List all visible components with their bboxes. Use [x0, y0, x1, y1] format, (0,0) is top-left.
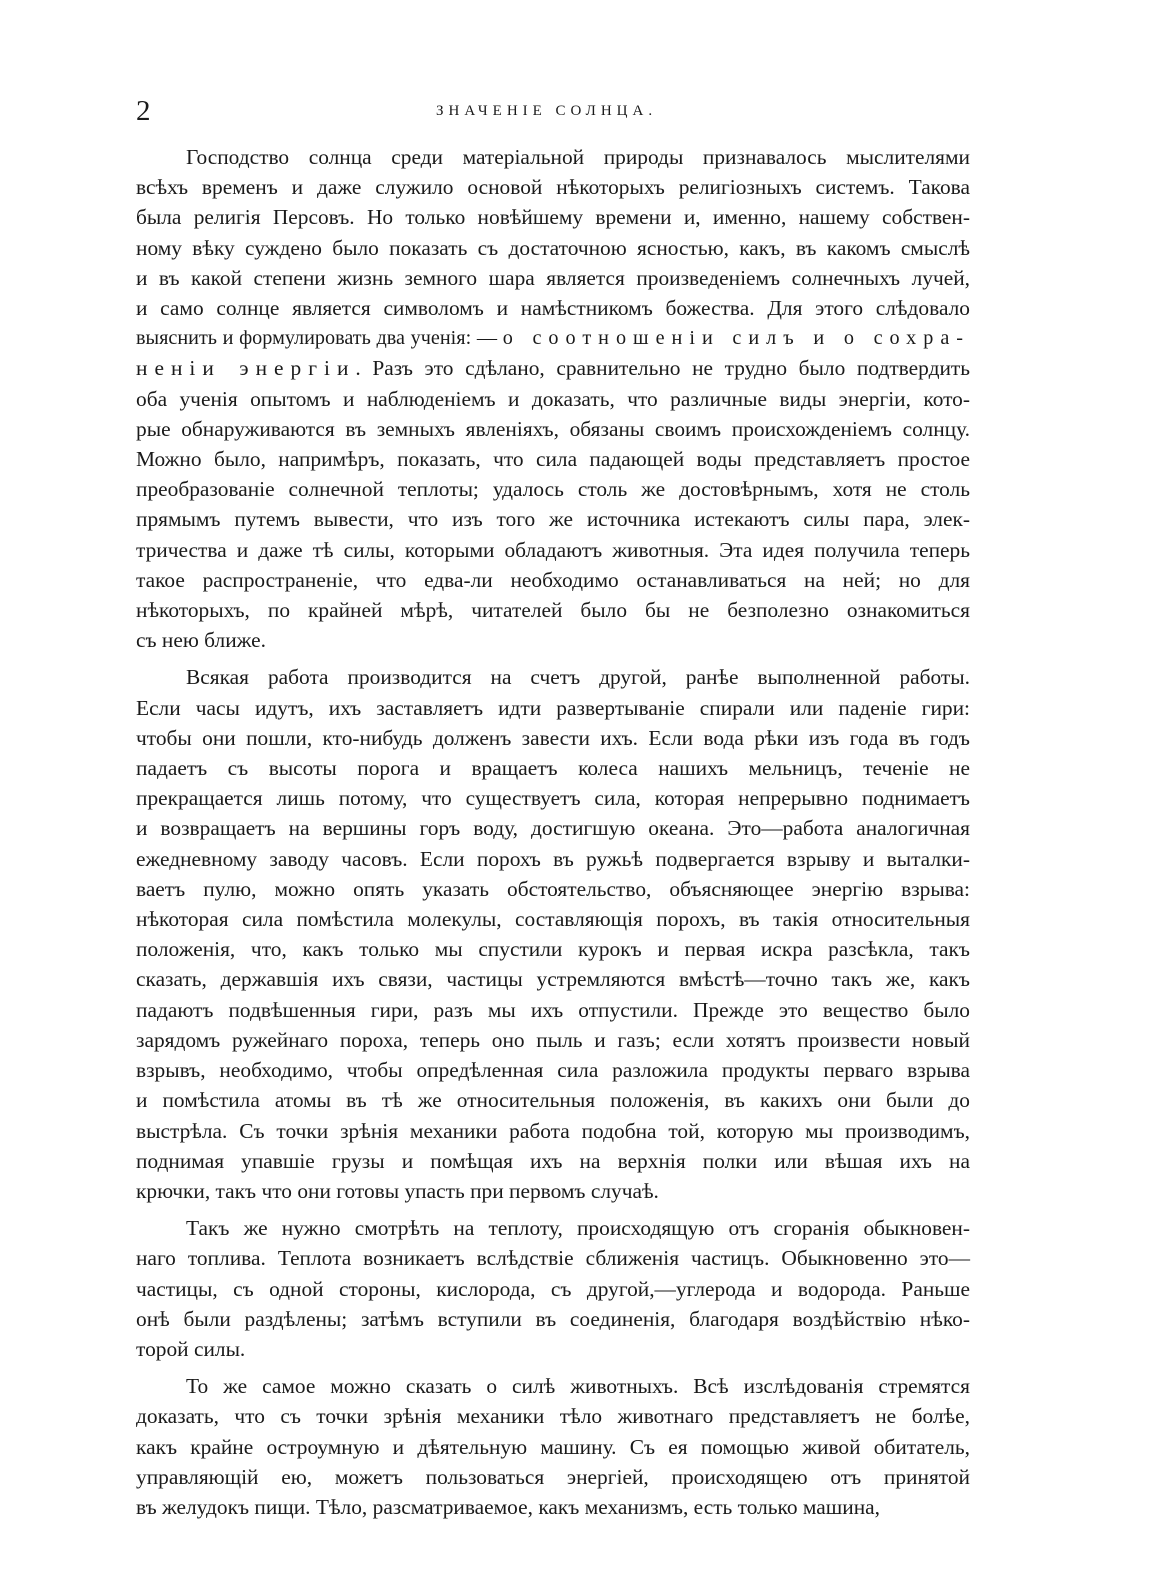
running-head: ЗНАЧЕНІЕ СОЛНЦА.	[436, 103, 658, 119]
text-line: и въ какой степени жизнь земного шара является произведеніемъ солнечныхъ лучей,	[136, 265, 970, 290]
text-line: выстрѣла. Съ точки зрѣнія механики работа подобна той, которую мы производимъ,	[136, 1118, 970, 1143]
text-line: оба ученія опытомъ и наблюденіемъ и доказать, что различные виды энергіи, кото-	[136, 386, 970, 411]
text-line: нѣкоторая сила помѣстила молекулы, составляющія порохъ, въ такія относительныя	[136, 907, 970, 932]
text-line: была религія Персовъ. Но только новѣйшему времени и, именно, нашему собствен-	[136, 205, 970, 230]
paragraph	[136, 1371, 970, 1522]
text-line: доказать, что съ точки зрѣнія механики тѣло животнаго представляетъ не болѣе,	[136, 1404, 970, 1429]
text-line: и помѣстила атомы въ тѣ же относительныя положенія, въ какихъ они были до	[136, 1088, 970, 1113]
paragraph	[136, 1213, 970, 1364]
text-line: съ нею ближе.	[136, 628, 266, 653]
text-line: частицы, съ одной стороны, кислорода, съ другой,—углерода и водорода. Раньше	[136, 1276, 970, 1301]
text-line: рые обнаруживаются въ земныхъ явленіяхъ, обязаны своимъ происхожденіемъ солнцу.	[136, 416, 970, 441]
text-line: управляющій ею, можетъ пользоваться энергіей, происходящею отъ принятой	[136, 1464, 970, 1489]
text-line: То же самое можно сказать о силѣ животныхъ. Всѣ изслѣдованія стремятся	[186, 1374, 970, 1399]
page-number: 2	[136, 95, 151, 127]
text-line: взрывъ, необходимо, чтобы опредѣленная сила разложила продукты перваго взрыва	[136, 1058, 970, 1083]
text-line: всѣхъ временъ и даже служило основой нѣкоторыхъ религіозныхъ системъ. Такова	[136, 175, 970, 200]
text-line: наго топлива. Теплота возникаетъ вслѣдствіе сближенія частицъ. Обыкновенно это—	[136, 1246, 970, 1271]
text-line: Если часы идутъ, ихъ заставляетъ идти развертываніе спирали или паденіе гири:	[136, 695, 970, 720]
text-line: онѣ были раздѣлены; затѣмъ вступили въ соединенія, благодаря воздѣйствію нѣко-	[136, 1306, 970, 1331]
text-line: ному вѣку суждено было показать съ достаточною ясностью, какъ, въ какомъ смыслѣ	[136, 235, 970, 260]
body-text	[136, 142, 970, 1529]
text-line: и возвращаетъ на вершины горъ воду, достигшую океана. Это—работа аналогичная	[136, 816, 970, 841]
text-line: ваетъ пулю, можно опять указать обстоятельство, объясняющее энергію взрыва:	[136, 876, 970, 901]
text-line: Господство солнца среди матеріальной природы признавалось мыслителями	[186, 145, 970, 169]
text-line: выяснить и формулировать два ученія: — о соотношеніи силъ и о сохра-	[136, 327, 970, 350]
text-line: неніи энергіи. Разъ это сдѣлано, сравнительно не трудно было подтвердить	[136, 356, 970, 381]
text-line: нѣкоторыхъ, по крайней мѣрѣ, читателей было бы не безполезно ознакомиться	[136, 598, 970, 623]
text-line: поднимая упавшіе грузы и помѣщая ихъ на верхнія полки или вѣшая ихъ на	[136, 1148, 970, 1173]
text-line: прямымъ путемъ вывести, что изъ того же источника истекаютъ силы пара, элек-	[136, 507, 970, 532]
text-line: зарядомъ ружейнаго пороха, теперь оно пыль и газъ; если хотятъ произвести новый	[136, 1027, 970, 1052]
text-line: прекращается лишь потому, что существуетъ сила, которая непрерывно поднимаетъ	[136, 786, 970, 811]
paragraph	[136, 662, 970, 1206]
text-line: падаетъ съ высоты порога и вращаетъ колеса нашихъ мельницъ, теченіе не	[136, 756, 970, 781]
paragraph	[136, 142, 970, 655]
spaced-term: о соотношеніи силъ и о сохра-	[502, 327, 970, 350]
text-line: чтобы они пошли, кто-нибудь долженъ завести ихъ. Если вода рѣки изъ года въ годъ	[136, 725, 970, 750]
text-line: въ желудокъ пищи. Тѣло, разсматриваемое, какъ механизмъ, есть только машина,	[136, 1494, 881, 1519]
text-line: положенія, что, какъ только мы спустили курокъ и первая искра разсѣкла, такъ	[136, 937, 970, 962]
text-line: какъ крайне остроумную и дѣятельную машину. Съ ея помощью живой обитатель,	[136, 1434, 970, 1459]
text-line: падаютъ подвѣшенныя гири, разъ мы ихъ отпустили. Прежде это вещество было	[136, 997, 970, 1022]
text-line: Всякая работа производится на счетъ другой, ранѣе выполненной работы.	[186, 665, 970, 690]
text-line: преобразованіе солнечной теплоты; удалось столь же достовѣрнымъ, хотя не столь	[136, 477, 970, 502]
text-line: ежедневному заводу часовъ. Если порохъ въ ружьѣ подвергается взрыву и выталки-	[136, 846, 970, 871]
text-line: Такъ же нужно смотрѣть на теплоту, происходящую отъ сгоранія обыкновен-	[186, 1216, 970, 1241]
text-line: Можно было, напримѣръ, показать, что сила падающей воды представляетъ простое	[136, 447, 970, 472]
text-line: тричества и даже тѣ силы, которыми обладаютъ животныя. Эта идея получила теперь	[136, 537, 970, 562]
text-line: крючки, такъ что они готовы упасть при первомъ случаѣ.	[136, 1178, 659, 1203]
text-line: сказать, державшія ихъ связи, частицы устремляются вмѣстѣ—точно такъ же, какъ	[136, 967, 970, 992]
text-line: такое распространеніе, что едва-ли необходимо останавливаться на ней; но для	[136, 567, 970, 592]
text-line: торой силы.	[136, 1336, 246, 1361]
spaced-term: неніи энергіи	[136, 356, 356, 381]
text-line: и само солнце является символомъ и намѣстникомъ божества. Для этого слѣдовало	[136, 296, 970, 321]
